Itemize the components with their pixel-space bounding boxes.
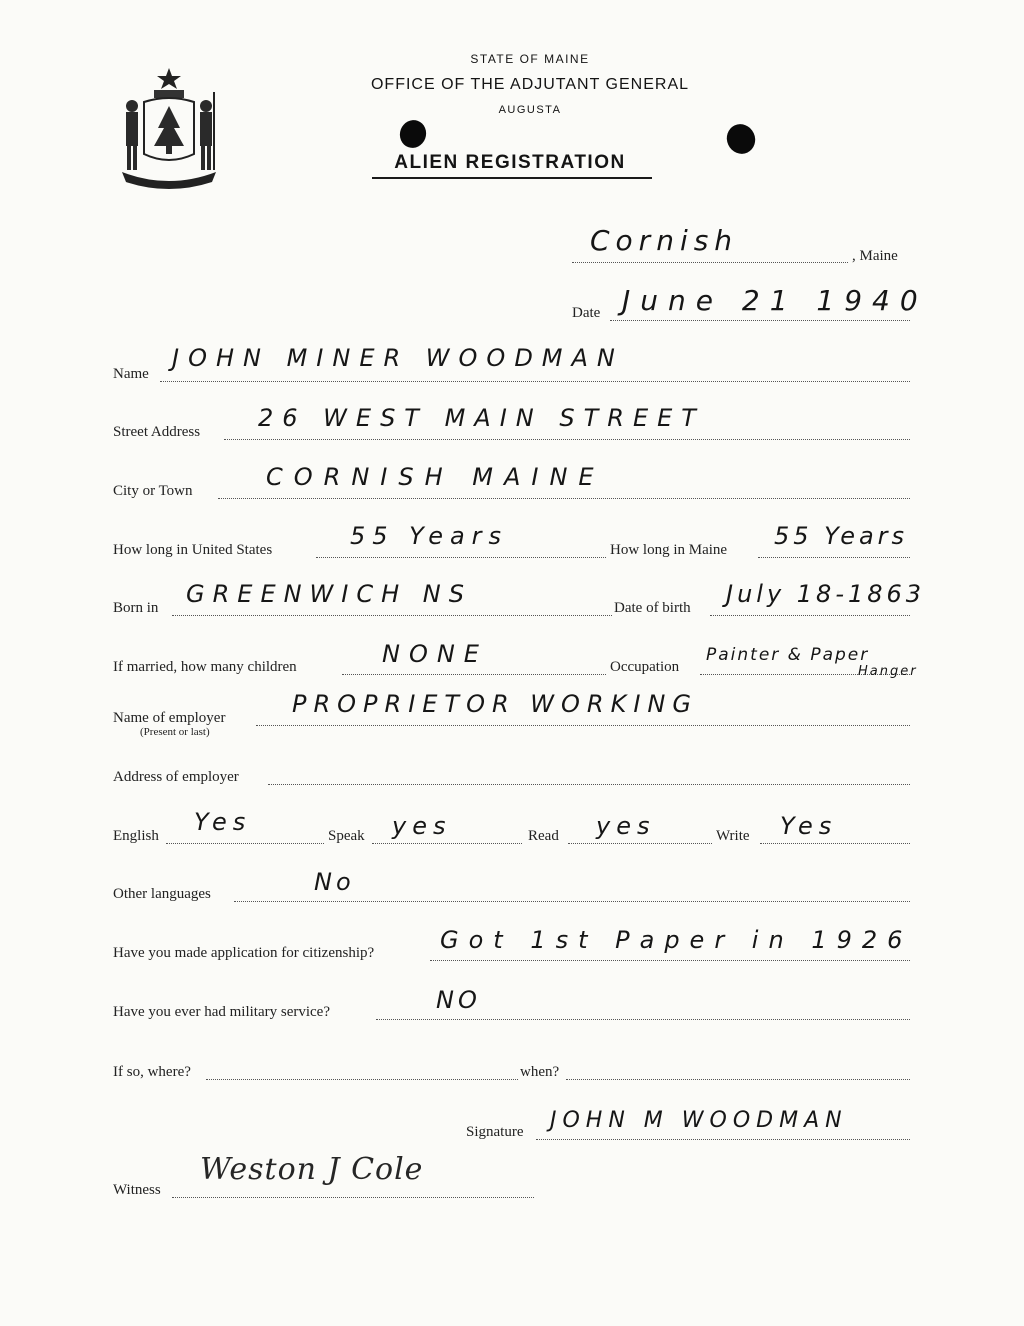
read-label: Read — [528, 828, 559, 844]
where-label: If so, where? — [113, 1064, 191, 1080]
born-in-value: GREENWICH NS — [186, 580, 472, 608]
how-long-maine-label: How long in Maine — [610, 542, 728, 558]
children-value: NONE — [382, 640, 488, 668]
form-title: ALIEN REGISTRATION — [394, 152, 626, 173]
when-label: when? — [520, 1064, 560, 1080]
how-long-maine-value: 55 Years — [774, 522, 909, 550]
read-value: yes — [596, 812, 656, 840]
employer-value: PROPRIETOR WORKING — [292, 690, 698, 718]
how-long-us-value: 55 Years — [350, 522, 509, 550]
write-value: Yes — [780, 812, 838, 840]
title-underline — [372, 177, 652, 179]
header-state: STATE OF MAINE — [470, 52, 590, 66]
speak-label: Speak — [328, 828, 365, 844]
occupation-label: Occupation — [610, 659, 680, 675]
witness-value: Weston J Cole — [200, 1152, 424, 1187]
born-in-label: Born in — [113, 600, 159, 616]
english-label: English — [113, 828, 159, 844]
street-address-value: 26 WEST MAIN STREET — [258, 404, 705, 432]
city-label: City or Town — [113, 483, 193, 499]
other-languages-value: No — [314, 868, 355, 896]
write-label: Write — [716, 828, 750, 844]
employer-sublabel: (Present or last) — [140, 726, 210, 738]
street-address-label: Street Address — [113, 424, 201, 440]
speak-value: yes — [392, 812, 452, 840]
punch-hole — [396, 116, 430, 151]
header-city: AUGUSTA — [498, 104, 562, 116]
citizenship-value: Got 1st Paper in 1926 — [440, 926, 913, 954]
occupation-value: Painter & Paper — [706, 645, 870, 665]
signature-value: JOHN M WOODMAN — [550, 1108, 848, 1133]
children-label: If married, how many children — [113, 659, 297, 675]
date-of-birth-value: July 18-1863 — [726, 580, 926, 608]
name-value: JOHN MINER WOODMAN — [172, 344, 624, 372]
employer-label: Name of employer — [113, 710, 226, 726]
maine-state-seal-icon — [114, 62, 224, 192]
date-value: June 21 1940 — [622, 284, 928, 317]
date-of-birth-label: Date of birth — [614, 600, 691, 616]
town-value: Cornish — [590, 224, 739, 257]
name-label: Name — [113, 366, 149, 382]
signature-label: Signature — [466, 1124, 524, 1140]
military-label: Have you ever had military service? — [113, 1004, 330, 1020]
other-languages-label: Other languages — [113, 886, 211, 902]
town-suffix: , Maine — [852, 248, 898, 264]
city-value: CORNISH MAINE — [266, 463, 605, 491]
military-value: NO — [436, 986, 481, 1014]
employer-address-label: Address of employer — [113, 769, 239, 785]
punch-hole — [722, 119, 760, 158]
witness-label: Witness — [113, 1182, 161, 1198]
header-office: OFFICE OF THE ADJUTANT GENERAL — [370, 76, 690, 93]
occupation-value-2: Hanger — [858, 664, 918, 679]
english-value: Yes — [194, 808, 252, 836]
citizenship-label: Have you made application for citizenship? — [113, 945, 375, 961]
date-label: Date — [572, 305, 601, 321]
how-long-us-label: How long in United States — [113, 542, 273, 558]
